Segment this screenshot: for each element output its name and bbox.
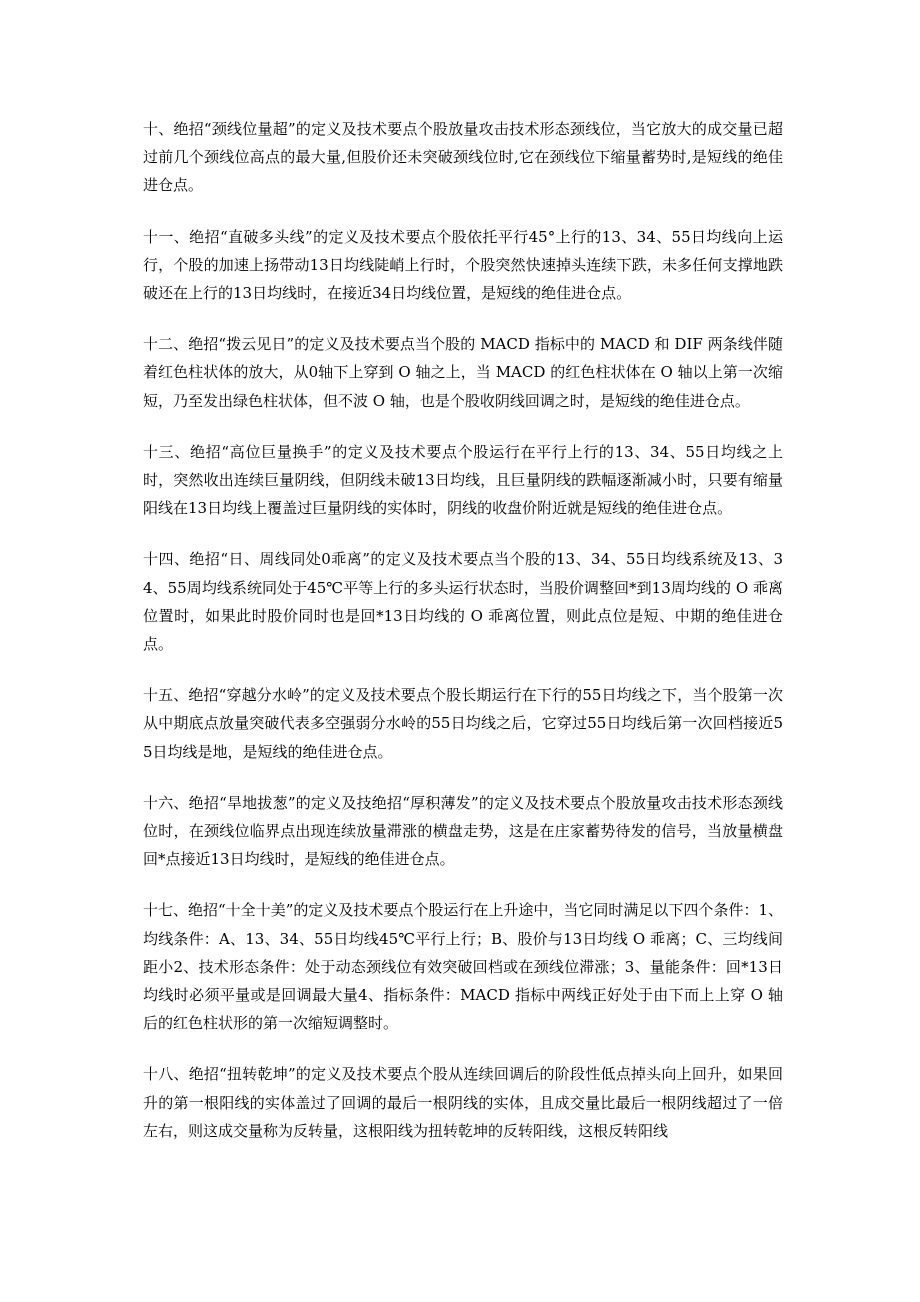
paragraph-18: 十八、绝招“扭转乾坤”的定义及技术要点个股从连续回调后的阶段性低点掉头向上回升，如果回升的第一根阳线的实体盖过了回调的最后一根阴线的实体，且成交量比最后一根阴线超过了一倍左右，则这成交量称为反转量，这根阳线为扭转乾坤的反转阳线，这根反转阳线 — [143, 1065, 783, 1140]
paragraph-13: 十三、绝招“高位巨量换手”的定义及技术要点个股运行在平行上行的13、34、55日均线之上时，突然收出连续巨量阴线，但阴线未破13日均线，且巨量阴线的跌幅逐渐减小时，只要有缩量阳线在13日均线上覆盖过巨量阴线的实体时，阴线的收盘价附近就是短线的绝佳进仓点。 — [143, 442, 783, 518]
paragraph-16: 十六、绝招“旱地拔葱”的定义及技绝招“厚积薄发”的定义及技术要点个股放量攻击技术形态颈线位时，在颈线位临界点出现连续放量滞涨的横盘走势，这是在庄家蓄势待发的信号，当放量横盘回*点接近13日均线时，是短线的绝佳进仓点。 — [143, 793, 783, 869]
paragraph-12: 十二、绝招“拨云见日”的定义及技术要点当个股的 MACD 指标中的 MACD 和 DIF 两条线伴随着红色柱状体的放大，从0轴下上穿到 O 轴之上，当 MACD 的红色柱状体在 O 轴以上第一次缩短，乃至发出绿色柱状体，但不波 O 轴，也是个股收阴线回调之时，是短线的绝佳进仓点。 — [143, 335, 783, 410]
document-body — [143, 115, 783, 1168]
paragraph-14: 十四、绝招“日、周线同处0乖离”的定义及技术要点当个股的13、34、55日均线系统及13、34、55周均线系统同处于45℃平等上行的多头运行状态时，当股价调整回*到13周均线的 O 乖离位置时，如果此时股价同时也是回*13日均线的 O 乖离位置，则此点位是短、中期的绝佳进仓点。 — [143, 550, 783, 654]
paragraph-15: 十五、绝招“穿越分水岭”的定义及技术要点个股长期运行在下行的55日均线之下，当个股第一次从中期底点放量突破代表多空强弱分水岭的55日均线之后，它穿过55日均线后第一次回档接近55日均线是地，是短线的绝佳进仓点。 — [143, 686, 783, 761]
paragraph-10: 十、绝招“颈线位量超”的定义及技术要点个股放量攻击技术形态颈线位，当它放大的成交量已超过前几个颈线位高点的最大量,但股价还未突破颈线位时,它在颈线位下缩量蓄势时,是短线的绝佳进仓点。 — [143, 120, 783, 195]
paragraph-17: 十七、绝招“十全十美”的定义及技术要点个股运行在上升途中，当它同时满足以下四个条件：1、均线条件：A、13、34、55日均线45℃平行上行；B、股价与13日均线 O 乖离；C、三均线间距小2、技术形态条件：处于动态颈线位有效突破回档或在颈线位滞涨；3、量能条件：回*13日均线时必须平量或是回调最大量4、指标条件：MACD 指标中两线正好处于由下而上上穿 O 轴后的红色柱状形的第一次缩短调整时。 — [143, 901, 783, 1033]
paragraph-11: 十一、绝招“直破多头线”的定义及技术要点个股依托平行45°上行的13、34、55日均线向上运行，个股的加速上扬带动13日均线陡峭上行时，个股突然快速掉头连续下跌，未多任何支撑地跌破还在上行的13日均线时，在接近34日均线位置，是短线的绝佳进仓点。 — [143, 227, 783, 303]
